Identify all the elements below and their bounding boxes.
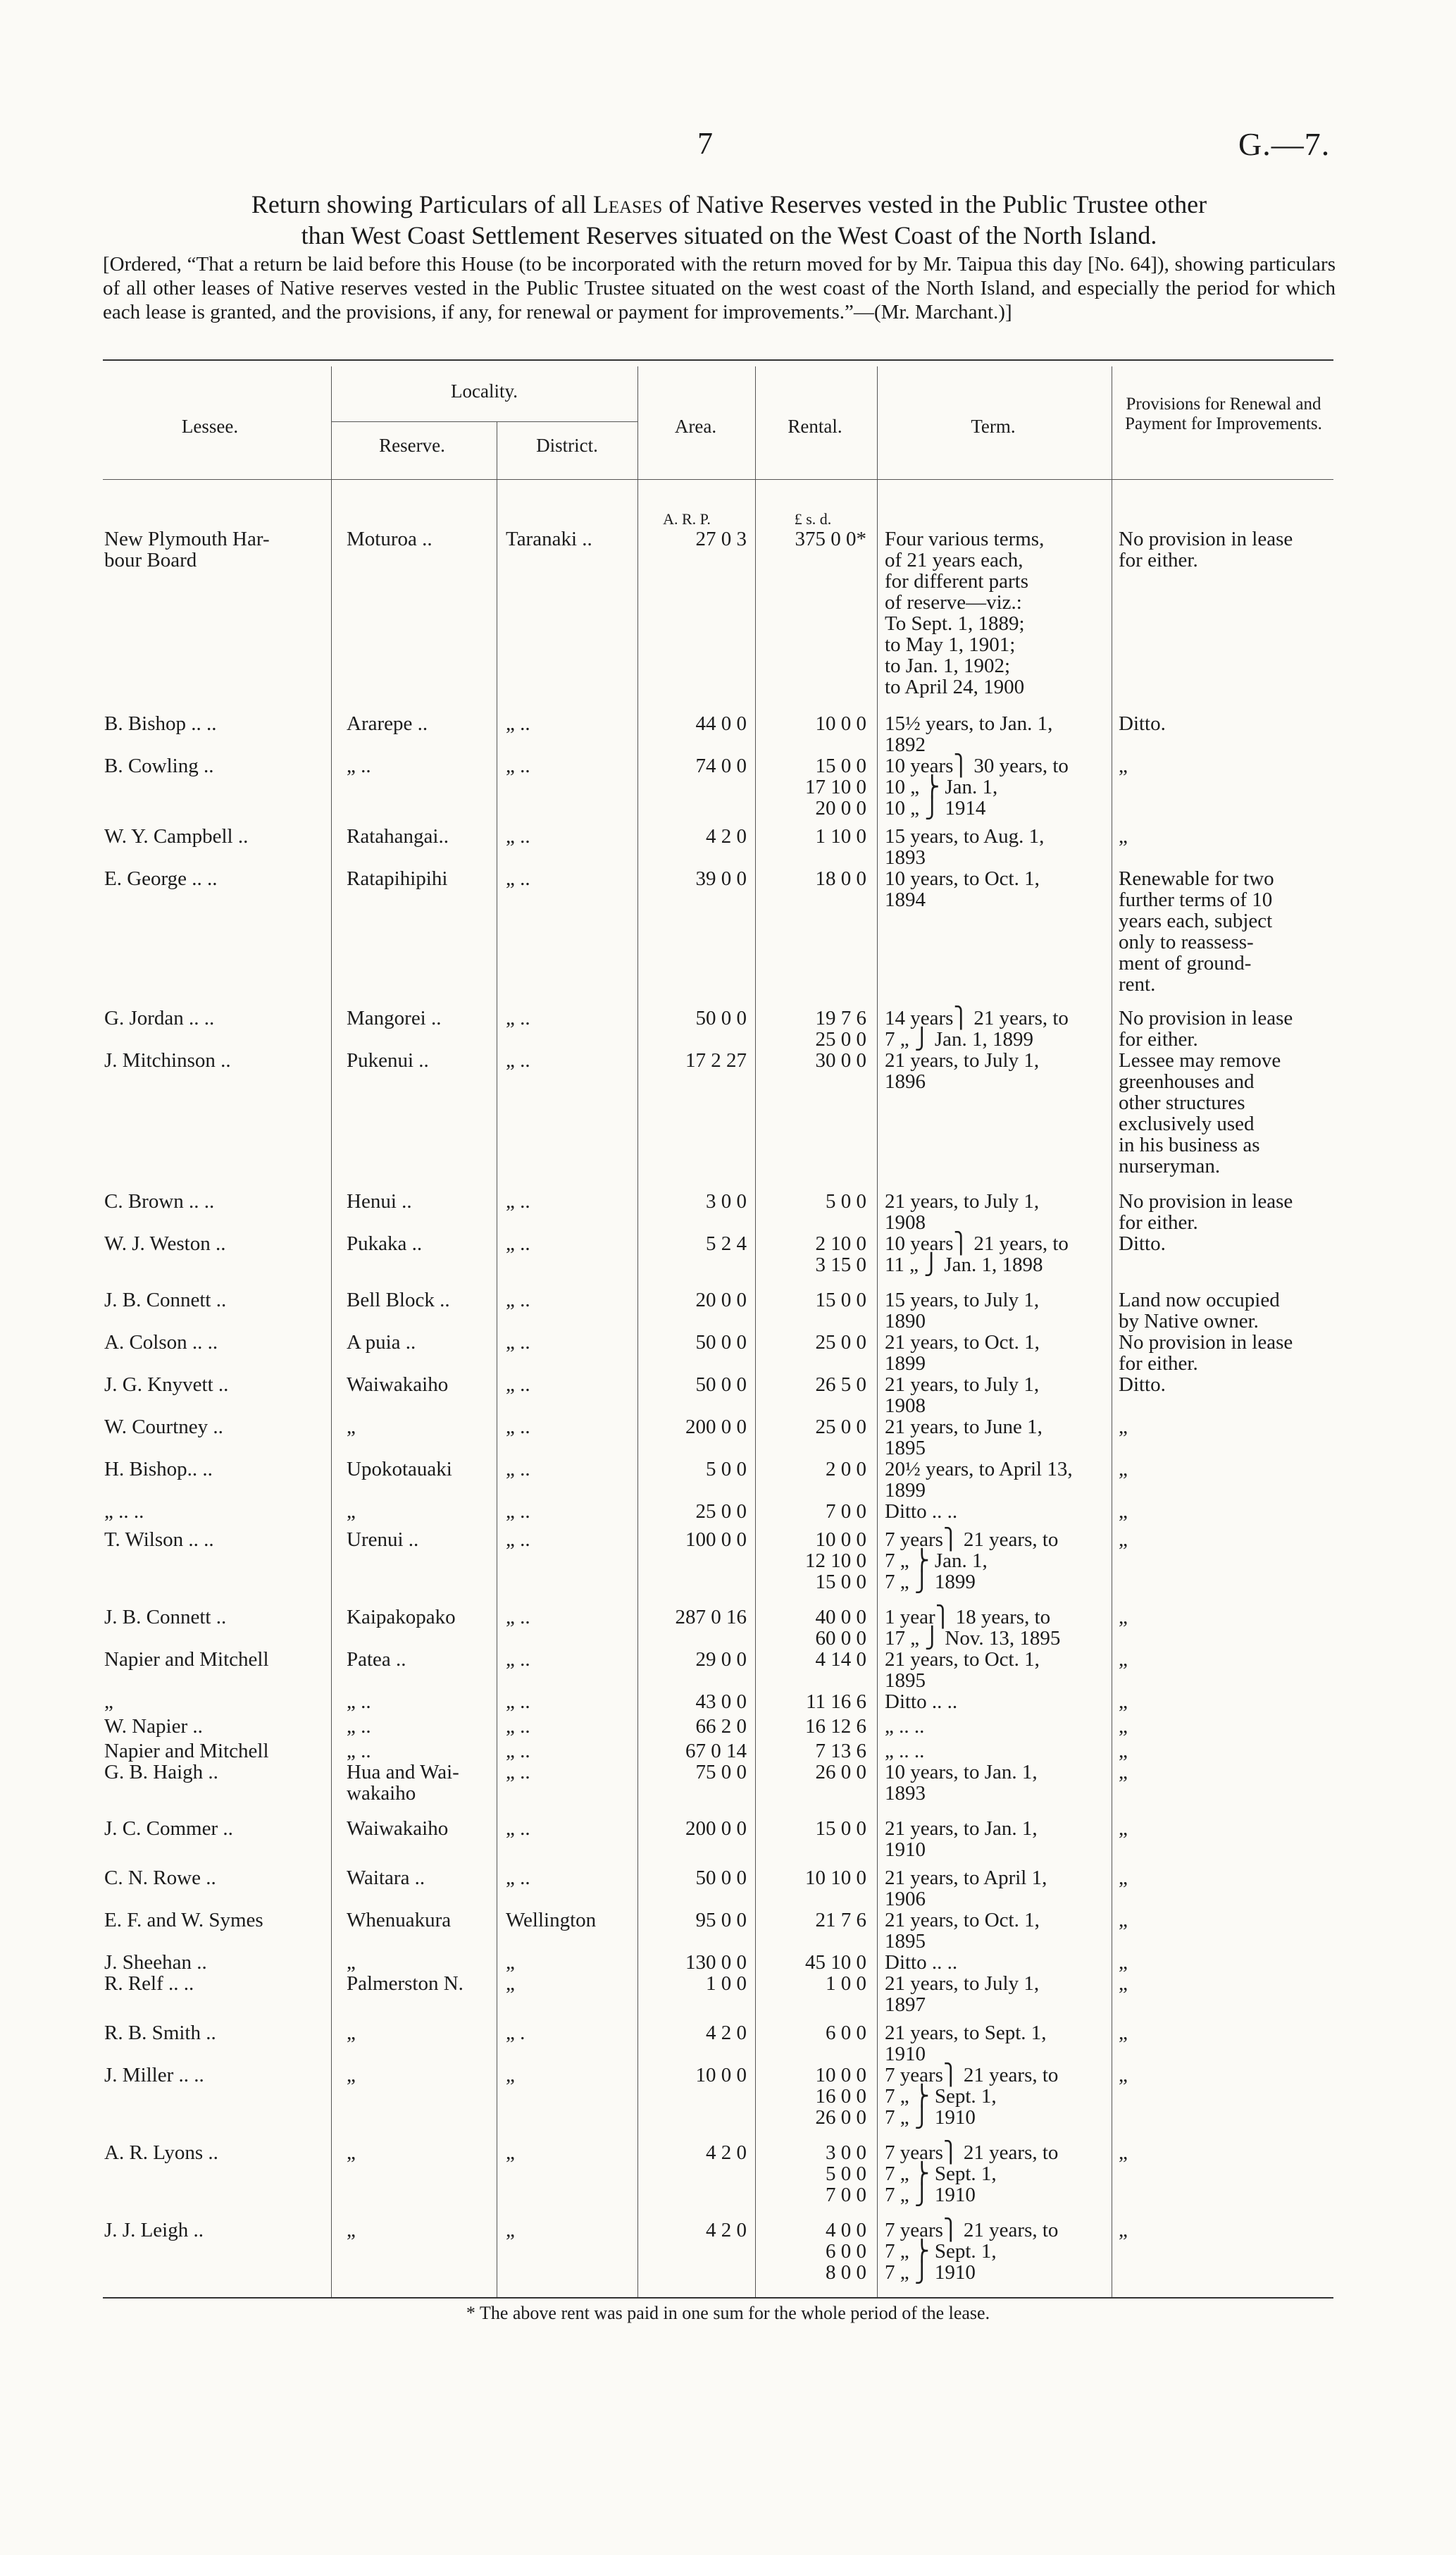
cell-area: 27 0 3 bbox=[695, 528, 747, 550]
cell-reserve: Ratapihipihi bbox=[347, 867, 448, 890]
cell-provisions: „ bbox=[1119, 1909, 1128, 1931]
cell-lessee: J. Miller .. .. bbox=[104, 2064, 204, 2086]
cell-provisions: „ bbox=[1119, 2022, 1128, 2044]
cell-rental: 4 14 0 bbox=[815, 1648, 866, 1671]
cell-lessee: W. Napier .. bbox=[104, 1715, 203, 1738]
cell-rental: 15 0 0 bbox=[815, 1817, 866, 1840]
cell-reserve: Waiwakaiho bbox=[347, 1373, 449, 1396]
cell-term: 7 years⎫ 21 years, to 7 „ ⎬ Sept. 1, 7 „ ⎭ 1910 bbox=[885, 2219, 1059, 2284]
cell-area: 3 0 0 bbox=[706, 1190, 747, 1213]
cell-lessee: Napier and Mitchell bbox=[104, 1740, 269, 1762]
cell-reserve: „ .. bbox=[347, 1740, 371, 1762]
cell-district: „ bbox=[506, 2064, 515, 2086]
cell-district: „ .. bbox=[506, 1867, 530, 1889]
cell-area: 200 0 0 bbox=[685, 1416, 747, 1438]
cell-term: 21 years, to July 1, 1908 bbox=[885, 1190, 1040, 1234]
cell-provisions: Land now occupied by Native owner. bbox=[1119, 1289, 1280, 1332]
title-pre: Return showing Particulars of all bbox=[251, 190, 593, 218]
cell-reserve: „ .. bbox=[347, 1715, 371, 1738]
cell-lessee: J. Mitchinson .. bbox=[104, 1049, 231, 1072]
cell-term: 7 years⎫ 21 years, to 7 „ ⎬ Sept. 1, 7 „ ⎭ 1910 bbox=[885, 2141, 1059, 2206]
cell-reserve: Upokotauaki bbox=[347, 1458, 452, 1480]
cell-lessee: New Plymouth Har- bour Board bbox=[104, 528, 270, 571]
locality-divider bbox=[331, 421, 637, 422]
cell-lessee: E. George .. .. bbox=[104, 867, 218, 890]
cell-lessee: T. Wilson .. .. bbox=[104, 1528, 214, 1551]
cell-reserve: Henui .. bbox=[347, 1190, 412, 1213]
cell-lessee: W. Y. Campbell .. bbox=[104, 825, 249, 848]
cell-term: 10 years⎫ 21 years, to 11 „ ⎭ Jan. 1, 1898 bbox=[885, 1232, 1069, 1276]
cell-reserve: Waiwakaiho bbox=[347, 1817, 449, 1840]
cell-rental: 4 0 0 6 0 0 8 0 0 bbox=[826, 2219, 866, 2284]
cell-reserve: Ratahangai.. bbox=[347, 825, 449, 848]
cell-reserve: Mangorei .. bbox=[347, 1007, 442, 1029]
cell-provisions: „ bbox=[1119, 1606, 1128, 1628]
col-divider bbox=[755, 366, 756, 2297]
header-rule bbox=[103, 479, 1333, 480]
cell-reserve: Hua and Wai- wakaiho bbox=[347, 1761, 459, 1805]
col-term: Term. bbox=[971, 416, 1016, 437]
cell-area: 200 0 0 bbox=[685, 1817, 747, 1840]
cell-reserve: „ bbox=[347, 2141, 356, 2164]
page-number: 7 bbox=[697, 126, 713, 161]
cell-rental: 15 0 0 17 10 0 20 0 0 bbox=[805, 755, 866, 819]
cell-provisions: „ bbox=[1119, 1951, 1128, 1974]
cell-rental: 16 12 6 bbox=[805, 1715, 866, 1738]
cell-term: 21 years, to June 1, 1895 bbox=[885, 1416, 1043, 1459]
cell-term: 15 years, to July 1, 1890 bbox=[885, 1289, 1040, 1332]
cell-provisions: Ditto. bbox=[1119, 712, 1166, 735]
cell-term: 21 years, to Jan. 1, 1910 bbox=[885, 1817, 1038, 1861]
cell-district: „ .. bbox=[506, 1007, 530, 1029]
rental-units: £ s. d. bbox=[794, 510, 832, 528]
cell-reserve: „ bbox=[347, 2064, 356, 2086]
cell-district: „ .. bbox=[506, 1740, 530, 1762]
col-rental: Rental. bbox=[788, 416, 842, 437]
cell-area: 44 0 0 bbox=[695, 712, 747, 735]
cell-rental: 25 0 0 bbox=[815, 1416, 866, 1438]
cell-district: „ .. bbox=[506, 712, 530, 735]
cell-provisions: „ bbox=[1119, 2219, 1128, 2241]
title-line2: than West Coast Settlement Reserves situated on the West Coast of the North Island. bbox=[301, 221, 1157, 249]
cell-rental: 25 0 0 bbox=[815, 1331, 866, 1354]
cell-rental: 11 16 6 bbox=[806, 1690, 866, 1713]
cell-term: 7 years⎫ 21 years, to 7 „ ⎬ Jan. 1, 7 „ ⎭ 1899 bbox=[885, 1528, 1059, 1593]
cell-district: „ bbox=[506, 1951, 515, 1974]
cell-term: 21 years, to Oct. 1, 1895 bbox=[885, 1909, 1040, 1953]
cell-district: „ . bbox=[506, 2022, 525, 2044]
cell-term: 21 years, to April 1, 1906 bbox=[885, 1867, 1047, 1910]
cell-reserve: A puia .. bbox=[347, 1331, 416, 1354]
cell-lessee: J. Sheehan .. bbox=[104, 1951, 207, 1974]
cell-rental: 26 5 0 bbox=[815, 1373, 866, 1396]
cell-term: Ditto .. .. bbox=[885, 1690, 958, 1713]
cell-term: 1 year⎫ 18 years, to 17 „ ⎭ Nov. 13, 1895 bbox=[885, 1606, 1061, 1650]
cell-district: „ .. bbox=[506, 755, 530, 777]
cell-term: 21 years, to July 1, 1908 bbox=[885, 1373, 1040, 1417]
cell-lessee: B. Cowling .. bbox=[104, 755, 214, 777]
cell-rental: 7 13 6 bbox=[815, 1740, 866, 1762]
cell-rental: 1 10 0 bbox=[815, 825, 866, 848]
cell-lessee: C. Brown .. .. bbox=[104, 1190, 215, 1213]
cell-lessee: A. Colson .. .. bbox=[104, 1331, 218, 1354]
cell-rental: 1 0 0 bbox=[826, 1972, 866, 1995]
cell-term: 10 years, to Jan. 1, 1893 bbox=[885, 1761, 1038, 1805]
cell-term: „ .. .. bbox=[885, 1715, 925, 1738]
cell-lessee: J. C. Commer .. bbox=[104, 1817, 233, 1840]
cell-provisions: „ bbox=[1119, 1715, 1128, 1738]
cell-area: 5 2 4 bbox=[706, 1232, 747, 1255]
cell-reserve: Pukenui .. bbox=[347, 1049, 429, 1072]
cell-area: 75 0 0 bbox=[695, 1761, 747, 1783]
cell-rental: 19 7 6 25 0 0 bbox=[815, 1007, 866, 1051]
cell-term: Ditto .. .. bbox=[885, 1951, 958, 1974]
cell-district: „ .. bbox=[506, 1458, 530, 1480]
cell-term: 15 years, to Aug. 1, 1893 bbox=[885, 825, 1045, 869]
cell-area: 20 0 0 bbox=[695, 1289, 747, 1311]
cell-district: „ .. bbox=[506, 1416, 530, 1438]
cell-reserve: „ bbox=[347, 2022, 356, 2044]
cell-provisions: Lessee may remove greenhouses and other structures exclusively used in his business as nurseryman. bbox=[1119, 1049, 1281, 1177]
order-text: [Ordered, “That a return be laid before this House (to be incorporated with the return moved for by Mr. Taipua this day [No. 64]), showing particulars of all other leases of Native reserves vested in the Public Trustee situated on the west coast of the North Island, and especially the period for which each lease is granted, and the provisions, if any, for renewal or payment for improvements.”—(Mr. Marchant.)] bbox=[103, 253, 1336, 323]
col-locality: Locality. bbox=[451, 381, 518, 402]
cell-district: „ .. bbox=[506, 1528, 530, 1551]
cell-rental: 26 0 0 bbox=[815, 1761, 866, 1783]
cell-reserve: Waitara .. bbox=[347, 1867, 425, 1889]
cell-district: „ bbox=[506, 2219, 515, 2241]
cell-district: Taranaki .. bbox=[506, 528, 592, 550]
cell-term: 20½ years, to April 13, 1899 bbox=[885, 1458, 1073, 1502]
cell-area: 50 0 0 bbox=[695, 1331, 747, 1354]
cell-provisions: Ditto. bbox=[1119, 1373, 1166, 1396]
bottom-rule bbox=[103, 2297, 1333, 2299]
cell-reserve: Moturoa .. bbox=[347, 528, 433, 550]
cell-provisions: Ditto. bbox=[1119, 1232, 1166, 1255]
document-title bbox=[99, 189, 1359, 251]
cell-lessee: G. Jordan .. .. bbox=[104, 1007, 215, 1029]
cell-district: „ .. bbox=[506, 1761, 530, 1783]
cell-provisions: „ bbox=[1119, 825, 1128, 848]
col-divider bbox=[877, 366, 878, 2297]
cell-term: 7 years⎫ 21 years, to 7 „ ⎬ Sept. 1, 7 „ ⎭ 1910 bbox=[885, 2064, 1059, 2129]
cell-rental: 10 0 0 16 0 0 26 0 0 bbox=[815, 2064, 866, 2129]
cell-reserve: „ bbox=[347, 1500, 356, 1523]
cell-rental: 3 0 0 5 0 0 7 0 0 bbox=[826, 2141, 866, 2206]
cell-area: 4 2 0 bbox=[706, 2022, 747, 2044]
cell-lessee: E. F. and W. Symes bbox=[104, 1909, 263, 1931]
cell-provisions: No provision in lease for either. bbox=[1119, 1007, 1293, 1051]
cell-reserve: „ bbox=[347, 1951, 356, 1974]
cell-lessee: J. G. Knyvett .. bbox=[104, 1373, 229, 1396]
cell-rental: 2 10 0 3 15 0 bbox=[815, 1232, 866, 1276]
col-reserve: Reserve. bbox=[379, 435, 445, 456]
footnote: * The above rent was paid in one sum for the whole period of the lease. bbox=[466, 2303, 990, 2323]
top-rule bbox=[103, 359, 1333, 361]
cell-term: 14 years⎫ 21 years, to 7 „ ⎭ Jan. 1, 1899 bbox=[885, 1007, 1069, 1051]
cell-lessee: W. J. Weston .. bbox=[104, 1232, 226, 1255]
cell-district: „ .. bbox=[506, 1817, 530, 1840]
cell-lessee: C. N. Rowe .. bbox=[104, 1867, 216, 1889]
cell-district: „ .. bbox=[506, 1715, 530, 1738]
cell-reserve: „ bbox=[347, 1416, 356, 1438]
cell-reserve: Palmerston N. bbox=[347, 1972, 463, 1995]
cell-term: 10 years⎫ 30 years, to 10 „ ⎬ Jan. 1, 10 „ ⎭ 1914 bbox=[885, 755, 1069, 819]
cell-provisions: „ bbox=[1119, 1867, 1128, 1889]
cell-reserve: Pukaka .. bbox=[347, 1232, 423, 1255]
cell-provisions: „ bbox=[1119, 1740, 1128, 1762]
cell-area: 5 0 0 bbox=[706, 1458, 747, 1480]
cell-rental: 21 7 6 bbox=[815, 1909, 866, 1931]
cell-provisions: „ bbox=[1119, 1648, 1128, 1671]
cell-rental: 10 10 0 bbox=[805, 1867, 866, 1889]
cell-provisions: „ bbox=[1119, 1416, 1128, 1438]
cell-rental: 30 0 0 bbox=[815, 1049, 866, 1072]
cell-reserve: „ .. bbox=[347, 1690, 371, 1713]
title-leases: Leases bbox=[592, 190, 663, 218]
cell-lessee: A. R. Lyons .. bbox=[104, 2141, 218, 2164]
cell-provisions: „ bbox=[1119, 1528, 1128, 1551]
cell-area: 10 0 0 bbox=[695, 2064, 747, 2086]
cell-provisions: „ bbox=[1119, 1817, 1128, 1840]
cell-district: „ bbox=[506, 2141, 515, 2164]
cell-provisions: „ bbox=[1119, 1972, 1128, 1995]
cell-provisions: „ bbox=[1119, 1458, 1128, 1480]
series-number: G.—7. bbox=[1238, 126, 1331, 162]
cell-rental: 45 10 0 bbox=[805, 1951, 866, 1974]
cell-area: 100 0 0 bbox=[685, 1528, 747, 1551]
cell-rental: 2 0 0 bbox=[826, 1458, 866, 1480]
cell-term: 21 years, to Oct. 1, 1895 bbox=[885, 1648, 1040, 1692]
cell-lessee: R. Relf .. .. bbox=[104, 1972, 194, 1995]
cell-rental: 10 0 0 12 10 0 15 0 0 bbox=[805, 1528, 866, 1593]
col-lessee: Lessee. bbox=[181, 416, 239, 437]
cell-term: 21 years, to Sept. 1, 1910 bbox=[885, 2022, 1047, 2065]
cell-area: 67 0 14 bbox=[685, 1740, 747, 1762]
cell-reserve: „ bbox=[347, 2219, 356, 2241]
cell-term: 10 years, to Oct. 1, 1894 bbox=[885, 867, 1040, 911]
cell-lessee: J. J. Leigh .. bbox=[104, 2219, 204, 2241]
cell-district: „ .. bbox=[506, 1648, 530, 1671]
cell-area: 50 0 0 bbox=[695, 1373, 747, 1396]
cell-reserve: Patea .. bbox=[347, 1648, 406, 1671]
cell-lessee: J. B. Connett .. bbox=[104, 1606, 227, 1628]
cell-provisions: Renewable for two further terms of 10 years each, subject only to reassess- ment of ground- rent. bbox=[1119, 867, 1274, 996]
cell-area: 17 2 27 bbox=[685, 1049, 747, 1072]
area-units: A. R. P. bbox=[663, 510, 711, 528]
cell-rental: 6 0 0 bbox=[826, 2022, 866, 2044]
cell-area: 130 0 0 bbox=[685, 1951, 747, 1974]
cell-area: 25 0 0 bbox=[695, 1500, 747, 1523]
cell-area: 4 2 0 bbox=[706, 2141, 747, 2164]
cell-district: „ .. bbox=[506, 1373, 530, 1396]
cell-term: 21 years, to Oct. 1, 1899 bbox=[885, 1331, 1040, 1375]
cell-district: „ bbox=[506, 1972, 515, 1995]
cell-area: 95 0 0 bbox=[695, 1909, 747, 1931]
cell-lessee: W. Courtney .. bbox=[104, 1416, 223, 1438]
cell-area: 1 0 0 bbox=[706, 1972, 747, 1995]
cell-area: 50 0 0 bbox=[695, 1867, 747, 1889]
cell-district: Wellington bbox=[506, 1909, 597, 1931]
cell-rental: 15 0 0 bbox=[815, 1289, 866, 1311]
cell-area: 43 0 0 bbox=[695, 1690, 747, 1713]
cell-provisions: „ bbox=[1119, 2064, 1128, 2086]
title-post: of Native Reserves vested in the Public Trustee other bbox=[662, 190, 1207, 218]
cell-district: „ .. bbox=[506, 1606, 530, 1628]
cell-lessee: R. B. Smith .. bbox=[104, 2022, 216, 2044]
cell-provisions: No provision in lease for either. bbox=[1119, 1331, 1293, 1375]
cell-lessee: H. Bishop.. .. bbox=[104, 1458, 213, 1480]
col-divider bbox=[331, 366, 332, 2297]
col-provisions: Provisions for Renewal and Payment for Improvements. bbox=[1125, 395, 1322, 433]
cell-term: 21 years, to July 1, 1897 bbox=[885, 1972, 1040, 2016]
cell-provisions: „ bbox=[1119, 1761, 1128, 1783]
cell-reserve: Bell Block .. bbox=[347, 1289, 450, 1311]
cell-term: 21 years, to July 1, 1896 bbox=[885, 1049, 1040, 1093]
cell-term: Four various terms, of 21 years each, for different parts of reserve—viz.: To Sept. 1, 1889; to May 1, 1901; to Jan. 1, 1902; to April 24, 1900 bbox=[885, 528, 1045, 698]
cell-provisions: No provision in lease for either. bbox=[1119, 528, 1293, 571]
cell-provisions: „ bbox=[1119, 1500, 1128, 1523]
col-area: Area. bbox=[674, 416, 717, 437]
cell-area: 74 0 0 bbox=[695, 755, 747, 777]
cell-rental: 40 0 0 60 0 0 bbox=[815, 1606, 866, 1650]
cell-provisions: No provision in lease for either. bbox=[1119, 1190, 1293, 1234]
cell-term: Ditto .. .. bbox=[885, 1500, 958, 1523]
cell-reserve: Urenui .. bbox=[347, 1528, 419, 1551]
cell-district: „ .. bbox=[506, 1690, 530, 1713]
cell-lessee: J. B. Connett .. bbox=[104, 1289, 227, 1311]
cell-lessee: „ bbox=[104, 1690, 113, 1713]
cell-rental: 375 0 0* bbox=[795, 528, 866, 550]
cell-provisions: „ bbox=[1119, 755, 1128, 777]
cell-district: „ .. bbox=[506, 1500, 530, 1523]
cell-provisions: „ bbox=[1119, 1690, 1128, 1713]
cell-area: 66 2 0 bbox=[695, 1715, 747, 1738]
cell-provisions: „ bbox=[1119, 2141, 1128, 2164]
cell-area: 29 0 0 bbox=[695, 1648, 747, 1671]
cell-area: 4 2 0 bbox=[706, 2219, 747, 2241]
cell-term: 15½ years, to Jan. 1, 1892 bbox=[885, 712, 1053, 756]
col-district: District. bbox=[536, 435, 598, 456]
cell-area: 287 0 16 bbox=[675, 1606, 747, 1628]
cell-lessee: G. B. Haigh .. bbox=[104, 1761, 218, 1783]
cell-area: 4 2 0 bbox=[706, 825, 747, 848]
cell-district: „ .. bbox=[506, 867, 530, 890]
cell-district: „ .. bbox=[506, 1331, 530, 1354]
cell-rental: 7 0 0 bbox=[826, 1500, 866, 1523]
cell-district: „ .. bbox=[506, 1190, 530, 1213]
cell-area: 50 0 0 bbox=[695, 1007, 747, 1029]
cell-term: „ .. .. bbox=[885, 1740, 925, 1762]
cell-reserve: Whenuakura bbox=[347, 1909, 452, 1931]
cell-lessee: B. Bishop .. .. bbox=[104, 712, 217, 735]
cell-reserve: „ .. bbox=[347, 755, 371, 777]
cell-rental: 18 0 0 bbox=[815, 867, 866, 890]
cell-lessee: Napier and Mitchell bbox=[104, 1648, 269, 1671]
cell-rental: 5 0 0 bbox=[826, 1190, 866, 1213]
cell-district: „ .. bbox=[506, 1049, 530, 1072]
cell-district: „ .. bbox=[506, 1232, 530, 1255]
cell-lessee: „ .. .. bbox=[104, 1500, 144, 1523]
cell-rental: 10 0 0 bbox=[815, 712, 866, 735]
cell-reserve: Kaipakopako bbox=[347, 1606, 456, 1628]
cell-reserve: Ararepe .. bbox=[347, 712, 428, 735]
cell-district: „ .. bbox=[506, 1289, 530, 1311]
cell-area: 39 0 0 bbox=[695, 867, 747, 890]
cell-district: „ .. bbox=[506, 825, 530, 848]
